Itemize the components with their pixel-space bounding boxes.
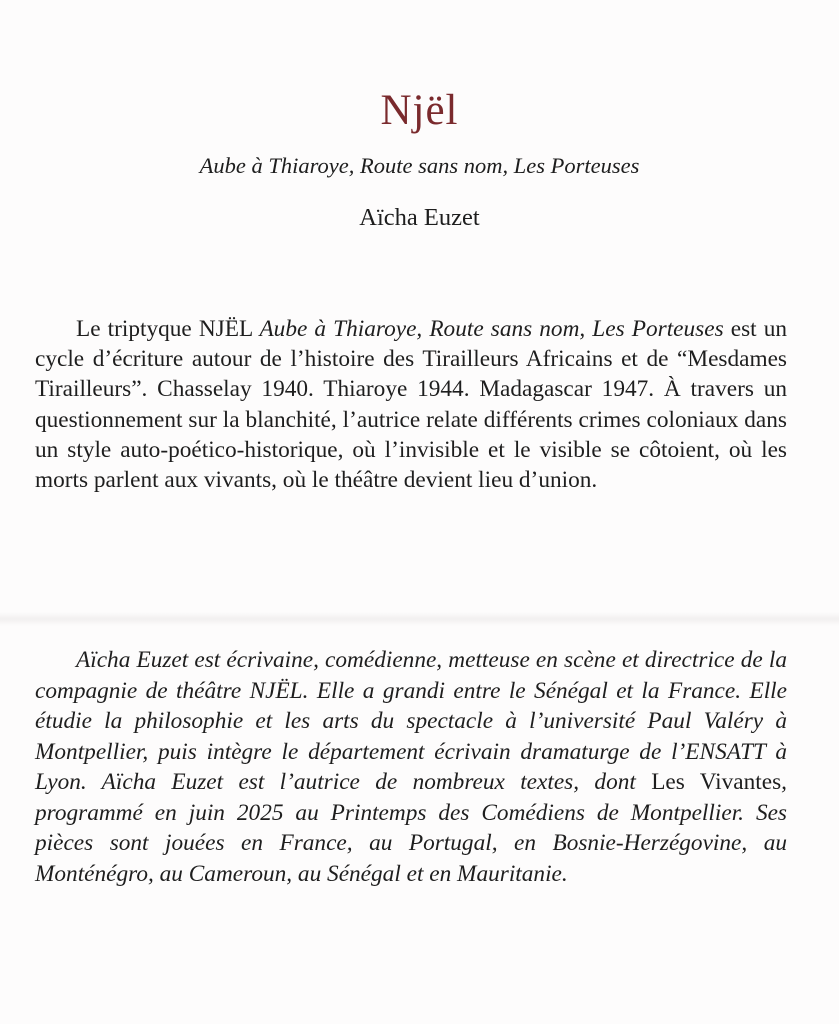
author-name: Aïcha Euzet — [359, 204, 480, 231]
bio-text-start: Aïcha Euzet est écrivaine, comédienne, metteuse en scène et directrice de la compagnie de théâtre NJËL. Elle a grandi entre le Sénégal et la France. Elle étudie la philosophie et les arts du spectacle à l’université Paul Valéry à Montpellier, puis intègre le département écrivain dramaturge de l’ENSATT à Lyon. Aïcha Euzet est l’autrice de nombreux textes, dont — [35, 647, 787, 795]
summary-work-titles: Aube à Thiaroye, Route sans nom, Les Porteuses — [259, 316, 724, 342]
bio-work-title: Les Vivantes — [651, 769, 782, 795]
book-title: Njël — [380, 87, 459, 134]
bio-text-end: , programmé en juin 2025 au Printemps des Comédiens de Montpellier. Ses pièces sont jouées en France, au Portugal, en Bosnie-Herzégovine, au Monténégro, au Cameroun, au Sénégal et en Mauritanie. — [35, 769, 787, 887]
summary-paragraph — [35, 314, 787, 495]
book-subtitle: Aube à Thiaroye, Route sans nom, Les Porteuses — [199, 153, 640, 178]
summary-text-end: est un cycle d’écriture autour de l’histoire des Tirailleurs Africains et de “Mesdames Tirailleurs”. Chasselay 1940. Thiaroye 1944. Madagascar 1947. À travers un questionnement sur la blanchité, l’autrice relate différents crimes coloniaux dans un style auto-poético-historique, où l’invisible et le visible se côtoient, où les morts parlent aux vivants, où le théâtre devient lieu d’union. — [35, 316, 787, 494]
summary-text-start: Le triptyque NJËL — [76, 316, 260, 342]
page-fold — [0, 612, 839, 626]
biography-paragraph — [35, 645, 787, 889]
